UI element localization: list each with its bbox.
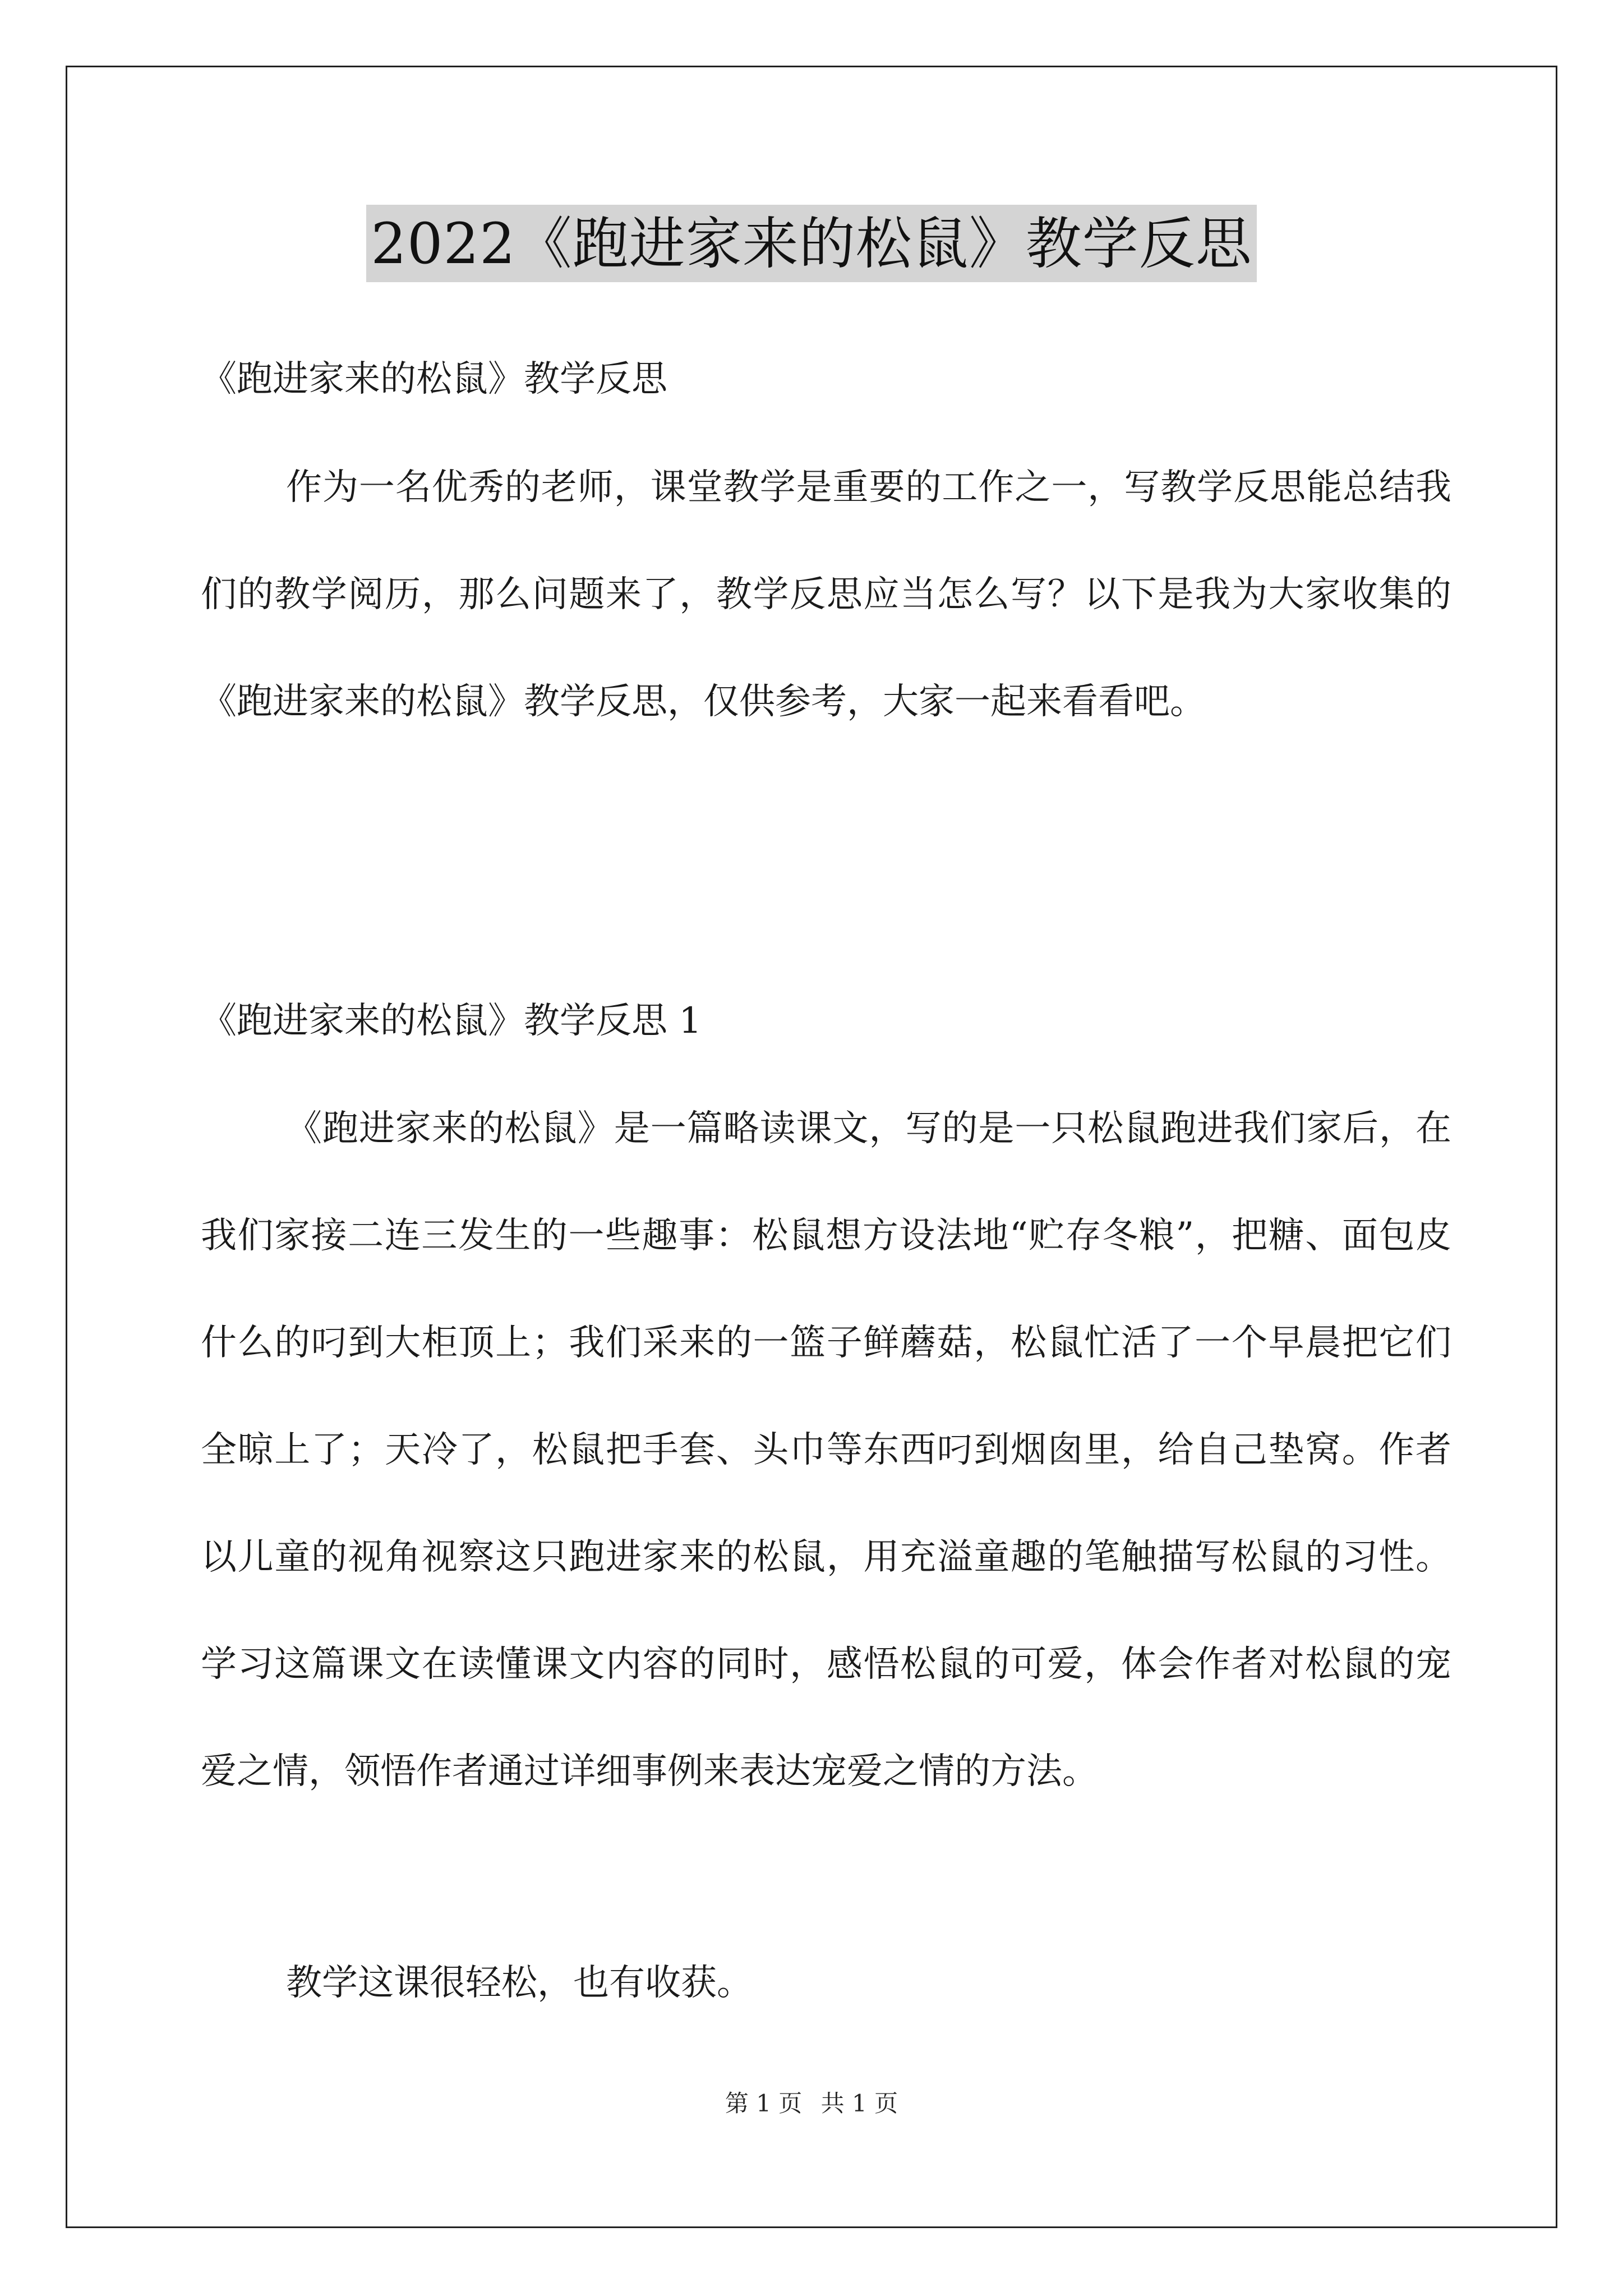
intro-paragraph: 作为一名优秀的老师，课堂教学是重要的工作之一，写教学反思能总结我们的教学阅历，那么问题来了，教学反思应当怎么写？以下是我为大家收集的《跑进家来的松鼠》教学反思，仅供参考，大家一起来看看吧。 bbox=[201, 467, 1451, 723]
document-title: 2022《跑进家来的松鼠》教学反思 bbox=[366, 205, 1257, 282]
page-total: 共 1 页 bbox=[820, 2090, 898, 2117]
page-number: 第 1 页 bbox=[725, 2090, 803, 2117]
section-1-heading: 《跑进家来的松鼠》教学反思 1 bbox=[201, 1000, 702, 1042]
intro-heading: 《跑进家来的松鼠》教学反思 bbox=[201, 358, 667, 400]
page-footer bbox=[0, 2088, 1623, 2119]
title-container bbox=[0, 205, 1623, 282]
section-1-paragraph-2: 教学这课很轻松，也有收获。 bbox=[286, 1962, 753, 2004]
section-1-paragraph-1: 《跑进家来的松鼠》是一篇略读课文，写的是一只松鼠跑进我们家后，在我们家接二连三发生的一些趣事：松鼠想方设法地“贮存冬粮”，把糖、面包皮什么的叼到大柜顶上；我们采来的一篮子鲜蘑菇，松鼠忙活了一个早晨把它们全晾上了；天冷了，松鼠把手套、头巾等东西叼到烟囱里，给自己垫窝。作者以儿童的视角视察这只跑进家来的松鼠，用充溢童趣的笔触描写松鼠的习性。学习这篇课文在读懂课文内容的同时，感悟松鼠的可爱，体会作者对松鼠的宠爱之情，领悟作者通过详细事例来表达宠爱之情的方法。 bbox=[201, 1108, 1451, 1792]
